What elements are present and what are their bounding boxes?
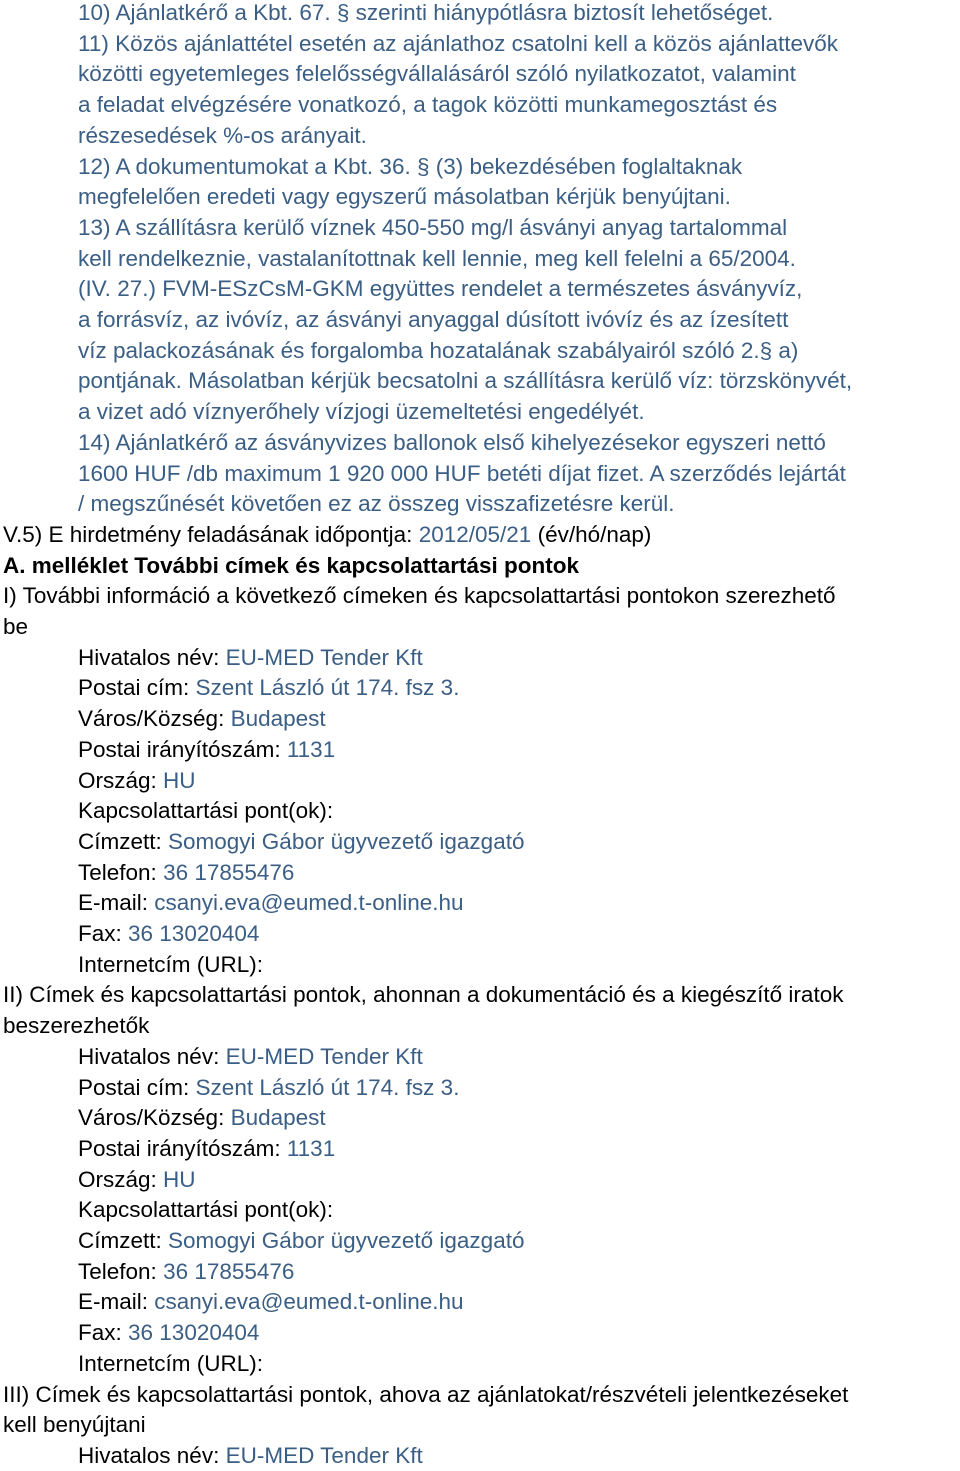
field-line bbox=[78, 1225, 524, 1256]
field-value: Somogyi Gábor ügyvezető igazgató bbox=[168, 1228, 525, 1253]
field-value: csanyi.eva@eumed.t-online.hu bbox=[154, 1289, 464, 1315]
field-line bbox=[3, 519, 651, 550]
field-value: 1131 bbox=[286, 1135, 336, 1161]
field-line bbox=[78, 1286, 464, 1317]
text-line: víz palackozásának és forgalomba hozatalának szabályairól szóló 2.§ a) bbox=[78, 337, 799, 363]
field-value: 36 17855476 bbox=[163, 1258, 295, 1284]
field-line bbox=[78, 1440, 423, 1471]
field-label: Címzett: bbox=[78, 828, 169, 854]
field-label: Ország: bbox=[78, 1166, 164, 1192]
text-line: 12) A dokumentumokat a Kbt. 36. § (3) bekezdésében foglaltaknak bbox=[78, 153, 743, 179]
field-value: csanyi.eva@eumed.t-online.hu bbox=[154, 890, 464, 916]
field-line bbox=[78, 1164, 196, 1195]
field-line bbox=[78, 703, 326, 734]
field-line bbox=[78, 765, 196, 796]
field-value: EU-MED Tender Kft bbox=[225, 1442, 423, 1468]
field-value: 1131 bbox=[286, 736, 336, 762]
text-line: 11) Közös ajánlattétel esetén az ajánlathoz csatolni kell a közös ajánlattevők bbox=[78, 30, 839, 56]
section-heading: A. melléklet További címek és kapcsolattartási pontok bbox=[3, 552, 580, 578]
field-label: Fax: bbox=[78, 1320, 129, 1346]
field-value: 36 13020404 bbox=[128, 921, 260, 946]
field-value: Budapest bbox=[230, 706, 326, 732]
field-line bbox=[78, 918, 259, 949]
field-line bbox=[78, 1348, 263, 1379]
field-line bbox=[78, 1102, 326, 1133]
text-line: be bbox=[3, 614, 29, 639]
field-label: Hivatalos név: bbox=[78, 644, 226, 670]
field-value: HU bbox=[163, 1166, 196, 1192]
field-value: Somogyi Gábor ügyvezető igazgató bbox=[168, 828, 525, 854]
field-line bbox=[78, 1194, 333, 1225]
text-line: II) Címek és kapcsolattartási pontok, ahonnan a dokumentáció és a kiegészítő iratok bbox=[3, 982, 844, 1008]
field-label: Internetcím (URL): bbox=[78, 951, 264, 977]
field-line bbox=[78, 1256, 294, 1287]
text-line: a vizet adó víznyerőhely vízjogi üzemeltetési engedélyét. bbox=[78, 399, 645, 425]
field-label: Postai irányítószám: bbox=[78, 1135, 287, 1161]
field-line bbox=[78, 642, 423, 673]
text-line: / megszűnését követően ez az összeg visszafizetésre kerül. bbox=[78, 491, 675, 517]
field-line bbox=[78, 1041, 423, 1072]
field-label: Város/Község: bbox=[78, 706, 231, 732]
text-line: (IV. 27.) FVM-ESzCsM-GKM együttes rendelet a természetes ásványvíz, bbox=[78, 276, 803, 302]
field-label: Internetcím (URL): bbox=[78, 1350, 264, 1376]
field-line bbox=[78, 826, 524, 857]
text-line: pontjának. Másolatban kérjük becsatolni a szállításra kerülő víz: törzskönyvét, bbox=[78, 368, 853, 394]
field-label: Telefon: bbox=[78, 1258, 164, 1284]
text-line: a forrásvíz, az ivóvíz, az ásványi anyaggal dúsított ivóvíz és az ízesített bbox=[78, 307, 789, 332]
field-suffix: (év/hó/nap) bbox=[531, 521, 652, 547]
field-label: E-mail: bbox=[78, 1289, 155, 1315]
field-value: EU-MED Tender Kft bbox=[225, 1043, 423, 1069]
field-label: Város/Község: bbox=[78, 1105, 231, 1131]
field-label: Hivatalos név: bbox=[78, 1043, 226, 1069]
text-line: III) Címek és kapcsolattartási pontok, ahova az ajánlatokat/részvételi jelentkezéseket bbox=[3, 1381, 849, 1407]
field-value: Budapest bbox=[230, 1105, 326, 1131]
text-line: megfelelően eredeti vagy egyszerű másolatban kérjük benyújtani. bbox=[78, 184, 731, 210]
field-label: Postai cím: bbox=[78, 675, 196, 701]
field-value: EU-MED Tender Kft bbox=[225, 644, 423, 670]
field-label: Postai cím: bbox=[78, 1074, 196, 1100]
text-line: 14) Ajánlatkérő az ásványvizes ballonok első kihelyezésekor egyszeri nettó bbox=[78, 429, 826, 455]
field-line bbox=[78, 949, 263, 980]
field-value: 36 17855476 bbox=[163, 859, 295, 885]
text-line: 13) A szállításra kerülő víznek 450-550 mg/l ásványi anyag tartalommal bbox=[78, 214, 788, 240]
field-line bbox=[78, 857, 294, 888]
text-line: beszerezhetők bbox=[3, 1013, 150, 1039]
field-label: Kapcsolattartási pont(ok): bbox=[78, 1197, 334, 1223]
text-line: a feladat elvégzésére vonatkozó, a tagok közötti munkamegosztást és bbox=[78, 92, 778, 118]
field-line bbox=[78, 1133, 335, 1164]
field-line bbox=[78, 1317, 259, 1348]
field-line bbox=[78, 1072, 459, 1103]
field-value: Szent László út 174. fsz 3. bbox=[195, 1074, 460, 1100]
field-label: Kapcsolattartási pont(ok): bbox=[78, 798, 334, 824]
field-label: Postai irányítószám: bbox=[78, 736, 287, 762]
field-label: Telefon: bbox=[78, 859, 164, 885]
text-line: 10) Ajánlatkérő a Kbt. 67. § szerinti hiánypótlásra biztosít lehetőséget. bbox=[78, 0, 774, 25]
field-line bbox=[78, 734, 335, 765]
field-value: 2012/05/21 bbox=[418, 521, 532, 547]
field-label: Ország: bbox=[78, 767, 164, 793]
field-value: HU bbox=[163, 767, 196, 793]
field-label: V.5) E hirdetmény feladásának időpontja: bbox=[3, 521, 419, 547]
field-label: Hivatalos név: bbox=[78, 1442, 226, 1468]
text-line: kell rendelkeznie, vastalanítottnak kell lennie, meg kell felelni a 65/2004. bbox=[78, 245, 796, 271]
field-label: Fax: bbox=[78, 921, 129, 946]
field-value: 36 13020404 bbox=[128, 1320, 260, 1346]
field-value: Szent László út 174. fsz 3. bbox=[195, 675, 460, 701]
text-line: részesedések %-os arányait. bbox=[78, 122, 367, 148]
text-line: kell benyújtani bbox=[3, 1412, 146, 1438]
field-line bbox=[78, 795, 333, 826]
text-line: 1600 HUF /db maximum 1 920 000 HUF betéti díjat fizet. A szerződés lejártát bbox=[78, 460, 846, 486]
field-label: E-mail: bbox=[78, 890, 155, 916]
text-line: közötti egyetemleges felelősségvállalásáról szóló nyilatkozatot, valamint bbox=[78, 61, 796, 87]
field-line bbox=[78, 672, 459, 703]
field-line bbox=[78, 887, 464, 918]
text-line: I) További információ a következő címeken és kapcsolattartási pontokon szerezhető bbox=[3, 583, 836, 609]
field-label: Címzett: bbox=[78, 1228, 169, 1253]
